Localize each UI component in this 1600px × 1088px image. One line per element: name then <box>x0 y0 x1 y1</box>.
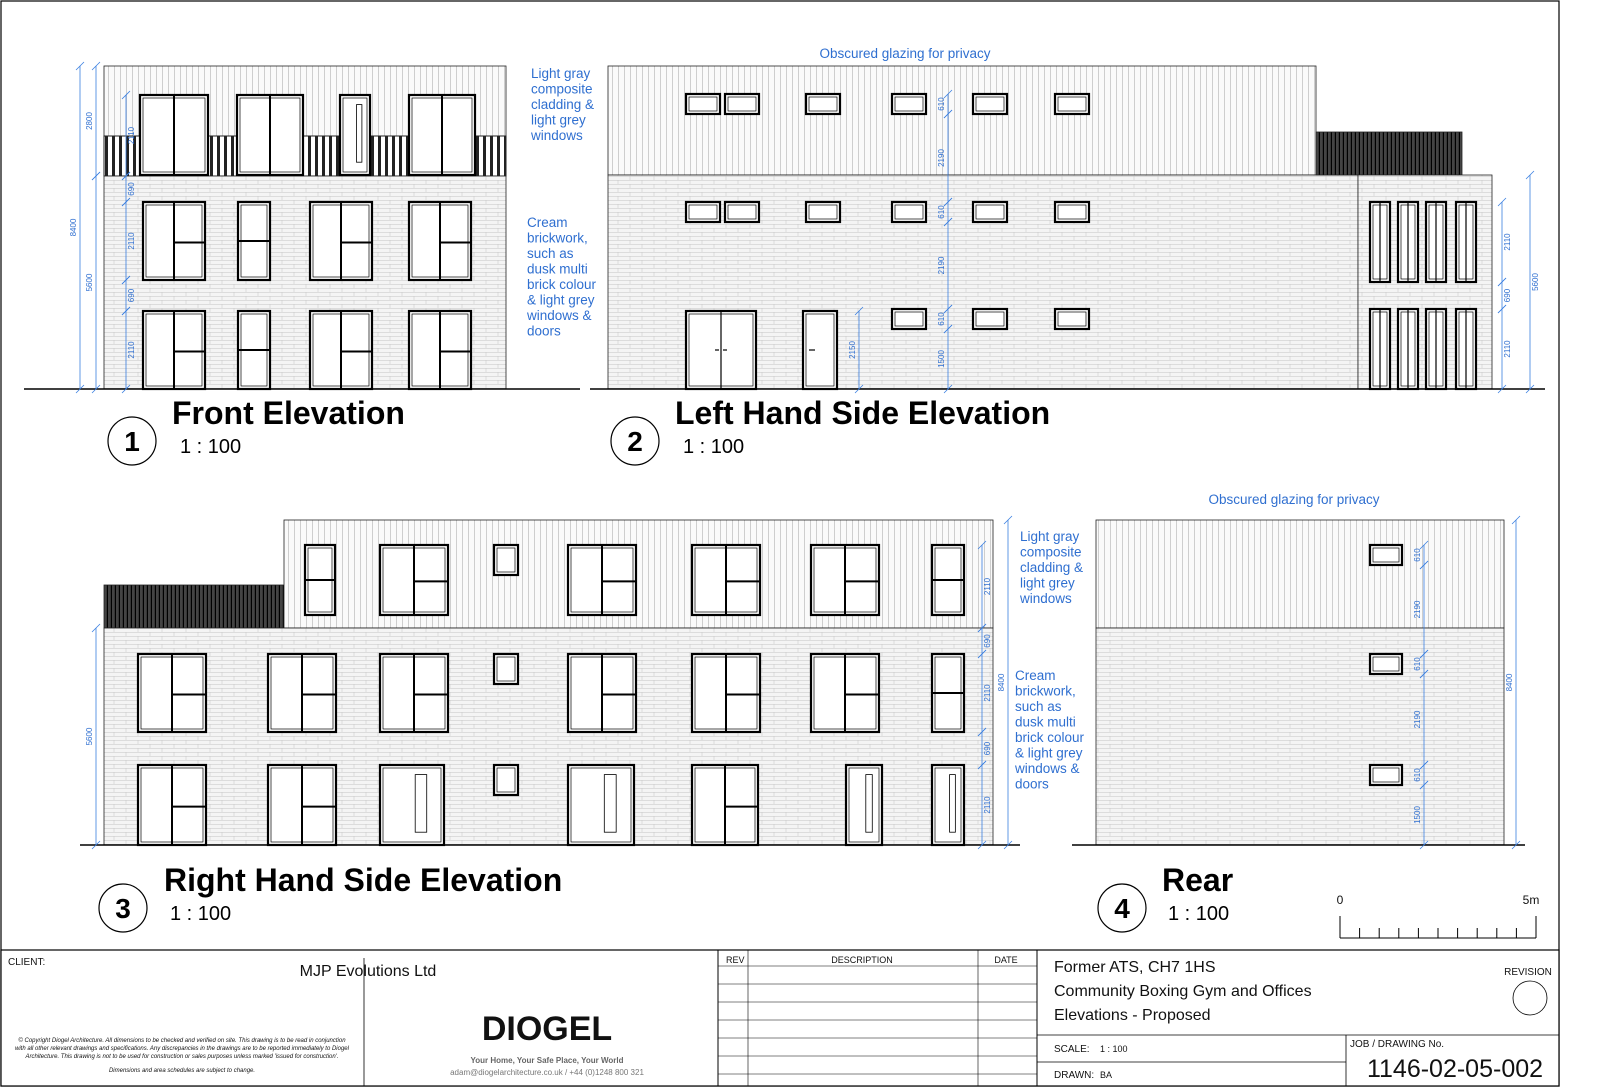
rear-scale: 1 : 100 <box>1168 903 1230 925</box>
window <box>973 309 1007 329</box>
window <box>973 94 1007 114</box>
window <box>494 654 518 684</box>
client-name: MJP Evolutions Ltd <box>299 963 437 980</box>
front-dimensions <box>69 62 136 393</box>
window <box>1055 309 1089 329</box>
window <box>568 545 636 615</box>
window <box>238 202 270 280</box>
window <box>692 765 758 845</box>
window <box>725 94 759 114</box>
drawing-title: Elevations - Proposed <box>1054 1007 1211 1024</box>
project-name: Community Boxing Gym and Offices <box>1054 983 1312 1000</box>
dimension-label: 610 <box>937 205 946 219</box>
dimension-label: 610 <box>1413 657 1422 671</box>
brand-tagline: Your Home, Your Safe Place, Your World <box>470 1056 624 1065</box>
window <box>692 545 760 615</box>
dimension-label: 2110 <box>983 684 992 702</box>
dimension-label: 2110 <box>1503 340 1512 358</box>
window <box>806 202 840 222</box>
window <box>568 654 636 732</box>
scale-bar <box>1337 893 1540 938</box>
window <box>238 311 270 389</box>
window <box>568 765 634 845</box>
window <box>1370 765 1402 785</box>
revision-circle <box>1513 981 1547 1015</box>
brand-contact: adam@diogelarchitecture.co.uk / +44 (0)1248 800 321 <box>450 1068 644 1077</box>
window <box>932 654 964 732</box>
drawn-label: DRAWN: <box>1054 1070 1095 1081</box>
dimension-label: 610 <box>1413 768 1422 782</box>
window <box>143 311 205 389</box>
window <box>892 309 926 329</box>
window <box>1456 309 1476 389</box>
title-left <box>611 395 1050 465</box>
window <box>310 202 372 280</box>
copyright-line: © Copyright Diogel Architecture. All dimensions to be checked and verified on site. This drawing is to be read in conjunction <box>18 1038 346 1044</box>
window <box>686 202 720 222</box>
window <box>140 95 208 175</box>
window <box>409 95 475 175</box>
right-brick-note: Cream brickwork, such as dusk multi brick colour & light grey windows & doors <box>1015 668 1085 792</box>
right-title: Right Hand Side Elevation <box>164 862 563 898</box>
window <box>494 545 518 575</box>
right-scale: 1 : 100 <box>170 903 232 925</box>
dimension-label: 1500 <box>937 350 946 368</box>
dimension-label: 610 <box>1413 548 1422 562</box>
dimension-label: 2800 <box>85 112 94 130</box>
rear-number: 4 <box>1114 893 1130 924</box>
window <box>1370 545 1402 565</box>
client-label: CLIENT: <box>8 957 46 968</box>
window <box>892 202 926 222</box>
dimension-label: 5600 <box>1531 273 1540 291</box>
window <box>409 311 471 389</box>
window <box>892 94 926 114</box>
brand-logo: DIOGEL <box>481 1010 613 1048</box>
title-front <box>108 395 405 465</box>
window <box>1055 94 1089 114</box>
window <box>806 94 840 114</box>
dimension-label: 690 <box>127 182 136 196</box>
window <box>1456 202 1476 282</box>
dimension-label: 1500 <box>1413 806 1422 824</box>
dimension-label: 2190 <box>1413 600 1422 619</box>
job-label: JOB / DRAWING No. <box>1350 1039 1445 1050</box>
window <box>803 311 837 389</box>
window <box>305 545 335 615</box>
title-block <box>1 950 1559 1086</box>
window <box>409 202 471 280</box>
window <box>725 202 759 222</box>
dimension-label: 690 <box>127 288 136 303</box>
front-number: 1 <box>124 426 140 457</box>
description-header: DESCRIPTION <box>831 955 893 965</box>
window <box>973 202 1007 222</box>
scale-bar-start: 0 <box>1336 893 1344 907</box>
window <box>380 545 448 615</box>
left-scale: 1 : 100 <box>683 436 745 458</box>
rev-header: REV <box>726 955 745 965</box>
left-obscured-note: Obscured glazing for privacy <box>819 46 991 61</box>
window <box>340 95 370 175</box>
drawn-value: BA <box>1100 1070 1113 1080</box>
window <box>846 765 882 845</box>
window <box>811 545 879 615</box>
right-number: 3 <box>115 893 131 924</box>
dimension-label: 2110 <box>127 232 136 250</box>
dimension-label: 610 <box>937 97 946 111</box>
window <box>1055 202 1089 222</box>
rear-obscured-note: Obscured glazing for privacy <box>1208 492 1380 507</box>
window <box>268 654 336 732</box>
window <box>1370 654 1402 674</box>
job-number: 1146-02-05-002 <box>1366 1055 1544 1083</box>
window <box>1370 202 1390 282</box>
window <box>380 765 444 845</box>
window <box>138 654 206 732</box>
window <box>1426 202 1446 282</box>
window <box>237 95 303 175</box>
window <box>1398 309 1418 389</box>
dimension-label: 690 <box>983 634 992 648</box>
dimension-label: 2190 <box>937 149 946 167</box>
front-elevation <box>24 62 580 393</box>
front-scale: 1 : 100 <box>180 436 242 458</box>
dimension-label: 2110 <box>127 126 136 145</box>
dimension-label: 2110 <box>1503 233 1512 251</box>
dimension-label: 610 <box>937 312 946 326</box>
window <box>932 545 964 615</box>
window <box>1370 309 1390 389</box>
rear-title: Rear <box>1162 862 1234 898</box>
window <box>310 311 372 389</box>
title-right <box>99 862 562 932</box>
revision-label: REVISION <box>1504 967 1552 978</box>
dimension-label: 8400 <box>997 673 1006 692</box>
dimension-label: 5600 <box>85 727 94 746</box>
dimension-label: 8400 <box>1505 673 1514 692</box>
copyright-line: Architecture. This drawing is not to be used for construction or sales purposes unless marked 'issued for construction'. <box>25 1054 339 1060</box>
left-number: 2 <box>627 426 643 457</box>
front-cladding-note: Light gray composite cladding & light grey windows <box>531 66 595 143</box>
window <box>138 765 206 845</box>
date-header: DATE <box>994 955 1018 965</box>
right-cladding-note: Light gray composite cladding & light grey windows <box>1020 529 1084 606</box>
window <box>1398 202 1418 282</box>
project-address: Former ATS, CH7 1HS <box>1054 959 1216 976</box>
dimension-label: 2110 <box>983 577 992 596</box>
left-title: Left Hand Side Elevation <box>675 395 1051 431</box>
window <box>692 654 760 732</box>
dimension-label: 2110 <box>983 796 992 814</box>
dimension-label: 8400 <box>69 218 78 237</box>
dimension-label: 2190 <box>1413 710 1422 729</box>
title-rear <box>1098 862 1233 932</box>
rear-elevation <box>1072 516 1525 849</box>
dimension-label: 2150 <box>848 341 857 359</box>
window <box>686 94 720 114</box>
front-brick-note: Cream brickwork, such as dusk multi brick colour & light grey windows & doors <box>527 215 597 339</box>
front-title: Front Elevation <box>172 395 405 431</box>
dimension-label: 2190 <box>937 256 946 275</box>
left-elevation <box>590 66 1545 393</box>
dimension-label: 5600 <box>85 273 94 292</box>
scale-label: SCALE: <box>1054 1044 1090 1055</box>
window <box>686 311 756 389</box>
dimension-label: 690 <box>983 741 992 756</box>
scale-bar-end: 5m <box>1522 893 1540 907</box>
window <box>932 765 964 845</box>
dimension-label: 2110 <box>127 341 136 359</box>
window <box>143 202 205 280</box>
window <box>1426 309 1446 389</box>
window <box>494 765 518 795</box>
window <box>811 654 879 732</box>
dimension-label: 690 <box>1503 288 1512 303</box>
right-elevation <box>80 516 1020 849</box>
copyright-line: with all other relevant drawings and specifications. Any discrepancies in the drawings are to be reported immediately to Diogel <box>15 1046 349 1052</box>
scale-value: 1 : 100 <box>1100 1044 1128 1054</box>
window <box>268 765 336 845</box>
copyright-line: Dimensions and area schedules are subject to change. <box>108 1068 256 1074</box>
window <box>380 654 448 732</box>
